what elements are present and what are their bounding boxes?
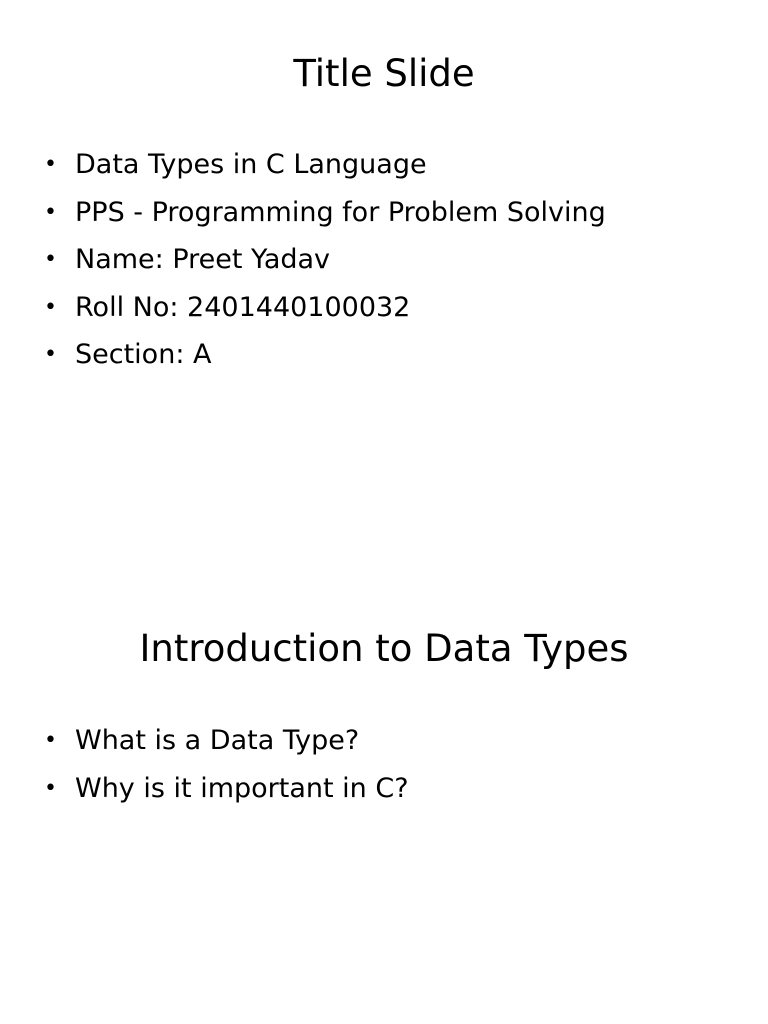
- bullet-text: Data Types in C Language: [75, 149, 427, 180]
- bullet-text: PPS - Programming for Problem Solving: [75, 196, 606, 228]
- bullet-point-icon: •: [44, 247, 57, 272]
- bullet-item: [44, 765, 409, 813]
- bullet-text: Name: Preet Yadav: [75, 244, 331, 275]
- slide-title: Title Slide: [293, 52, 475, 95]
- bullet-list: [44, 717, 409, 812]
- slide-title: Introduction to Data Types: [139, 627, 629, 670]
- bullet-list: [44, 141, 606, 379]
- bullet-item: [44, 189, 606, 237]
- bullet-point-icon: •: [44, 199, 57, 225]
- bullet-item: [44, 331, 606, 379]
- bullet-point-icon: •: [44, 152, 57, 177]
- bullet-text: Roll No: 2401440100032: [75, 291, 411, 323]
- bullet-item: [44, 284, 606, 332]
- bullet-point-icon: •: [44, 728, 57, 753]
- bullet-item: [44, 141, 606, 189]
- bullet-text: What is a Data Type?: [75, 725, 360, 756]
- bullet-point-icon: •: [44, 342, 57, 367]
- bullet-point-icon: •: [44, 775, 57, 801]
- bullet-point-icon: •: [44, 294, 57, 320]
- bullet-item: [44, 717, 409, 765]
- bullet-item: [44, 236, 606, 284]
- slide-introduction: [0, 576, 768, 1024]
- bullet-text: Why is it important in C?: [75, 772, 409, 804]
- bullet-text: Section: A: [75, 339, 212, 370]
